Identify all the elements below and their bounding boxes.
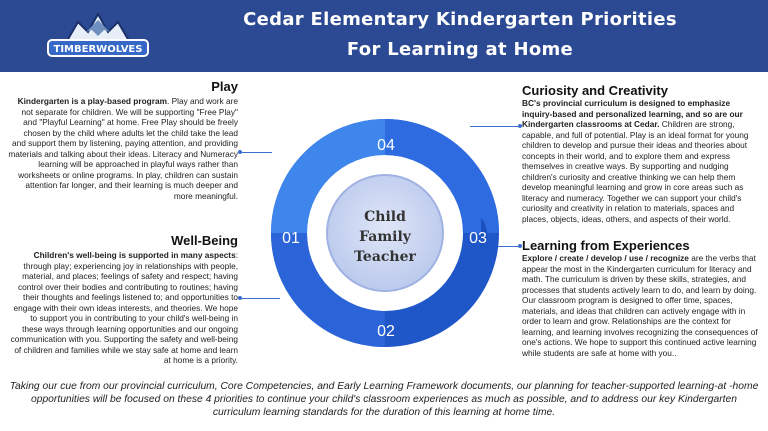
connector-experiences-dot	[518, 244, 522, 248]
connector-wellbeing-dot	[238, 296, 242, 300]
play-text	[8, 96, 238, 201]
curiosity-body: Children are strong, capable, and full of potential. Play is an ideal format for young children to develop and pursue their ideas and theories about concepts in their world, and to explore them and express themselves in creative ways. By supporting and nudging children's curiosity and creative thinking we can help them develop meaningful learning and grow in core areas such as literacy and numeracy. Together we can support your child's curiosity and creativity in relation to materials, spaces and places, objects, ideas, others, and aspects of their world.	[522, 119, 749, 224]
center-label-child: Child	[364, 209, 406, 225]
page-title-line2: For Learning at Home	[346, 39, 574, 60]
wellbeing-body: : through play; experiencing joy in relationships with people, material, and places; feelings of safety and respect; having control over their bodies and contributing to routines; having their thoughts and feelings listened to; and opportunities to engage with their own ideas interests, and theories. We hope to support you in contributing to your child's well-being in these ways through learning opportunities and our ongoing communication with you. Supporting the safety and well-being of children and families while we stay safe at home and learn at home is a priority.	[10, 250, 238, 365]
curiosity-text	[522, 98, 760, 224]
segment-number-01: 01	[282, 230, 300, 247]
experiences-body: are the verbs that appear the most in the Kindergarten curriculum for literacy and math. The curriculum is driven by these skills, strategies, and processes that students actively learn to do, and learn by doing. Our classroom program is designed to offer time, spaces, materials, and ideas that children can actively engage with in order to learn and grow. Relationships are the context for learning, and learning involves recognizing the consequences of one's actions. We hope to support this continued active learning while students are safe at home with you..	[522, 253, 758, 358]
segment-number-03: 03	[469, 230, 487, 247]
connector-curiosity-dot	[518, 124, 522, 128]
wellbeing-lead: Children's well-being is supported in many aspects	[33, 250, 236, 260]
experiences-title: Learning from Experiences	[522, 238, 690, 253]
play-lead: Kindergarten is a play-based program	[17, 96, 167, 106]
connector-play-dot	[238, 150, 242, 154]
curiosity-title: Curiosity and Creativity	[522, 83, 668, 98]
wellbeing-title: Well-Being	[171, 233, 238, 248]
priorities-ring-diagram	[270, 118, 500, 348]
experiences-lead: Explore / create / develop / use / recognize	[522, 253, 689, 263]
center-label-family: Family	[359, 229, 411, 245]
play-title: Play	[211, 79, 238, 94]
curiosity-lead: BC's provincial curriculum is designed to emphasize inquiry-based and personalized learning, and so are our Kindergarten classrooms at Cedar.	[522, 98, 743, 129]
segment-number-04: 04	[377, 137, 395, 154]
play-body: . Play and work are not separate for children. We will be supporting "Free Play" and "Playful Learning" at home. Free Play should be freely chosen by the child where adults let the child take the lead and support them by listening, paying attention, and providing materials and talking about their ideas. Literacy and Numeracy learning will be approached in playful ways rather than worksheets or online programs. In play, children can sustain attention far longer, and their learning is much deeper and more meaningful.	[8, 96, 238, 201]
footer-note: Taking our cue from our provincial curriculum, Core Competencies, and Early Learning Framework documents, our planning for teacher-supported learning-at -home opportunities will be focused on these 4 priorities to continue your child's classroom experiences as much as possible, and to address our key Kindergarten curriculum learning standards for the duration of this learning at home time.	[9, 381, 759, 418]
page-title-line1: Cedar Elementary Kindergarten Priorities	[243, 9, 677, 30]
wellbeing-text	[8, 250, 238, 366]
center-label-teacher: Teacher	[354, 249, 416, 265]
logo-wordmark: TIMBERWOLVES	[53, 44, 143, 55]
school-logo	[42, 6, 154, 66]
experiences-text	[522, 253, 760, 358]
segment-number-02: 02	[377, 323, 395, 340]
connector-play	[240, 152, 272, 153]
